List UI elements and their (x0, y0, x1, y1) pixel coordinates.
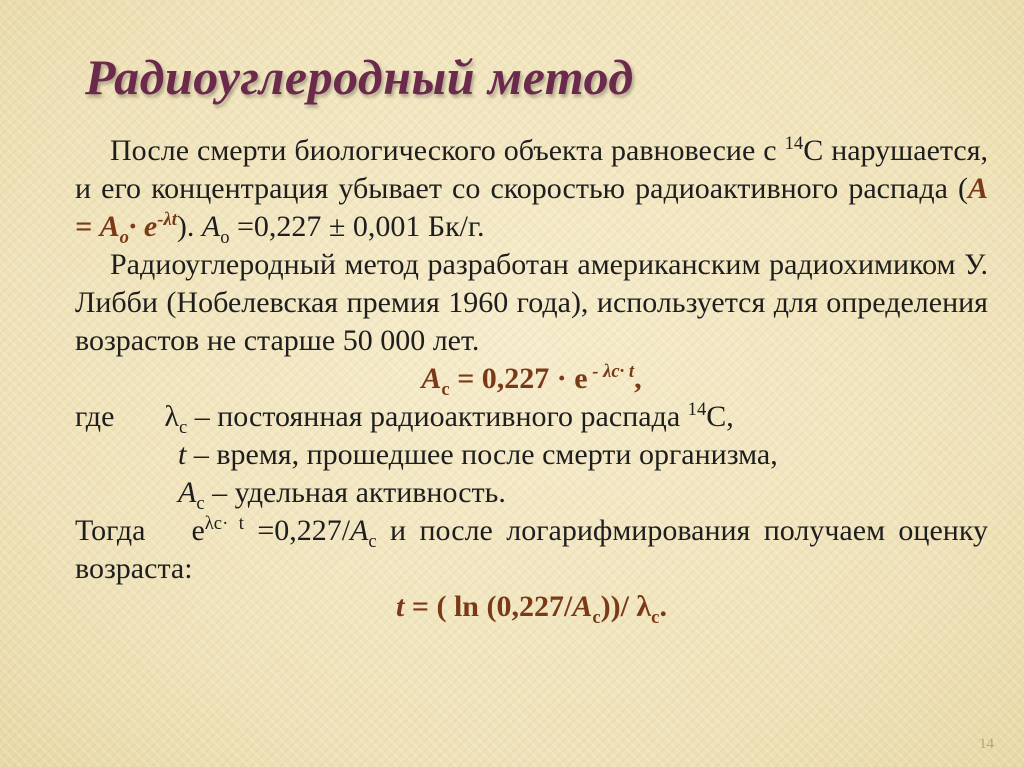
definition-activity: $А_с$ – удельная активность. (178, 476, 506, 514)
formula-age: t = ( $\ln (0,227/А_с))/$ $\lambda_с$. (396, 590, 667, 628)
definition-time: t – время, прошедшее после смерти организма, (178, 438, 778, 471)
paragraph-then: Тогда $е^{\lambda с\cdot t} =0,227/А_с$ и после логарифмирования получаем оценку возраста: (75, 513, 988, 585)
slide-title: Радиоуглеродный метод (85, 49, 634, 105)
paragraph-libby: Радиоуглеродный метод разработан американским радиохимиком У. Либби (Нобелевская премия 1960 года), используется для определения возрастов не старше 50 000 лет. (75, 248, 988, 357)
slide-content (75, 132, 988, 626)
page-number: 14 (979, 736, 994, 752)
paragraph-decay: После смерти биологического объекта равновесие с $^{14}$С нарушается, и его концентрация убывает со скоростью радиоактивного распада $(А = А_о\cdot е^{-\lambda t})$. $А_о =0,227 \pm 0,001$ Бк/г. (75, 133, 988, 248)
definition-lambda: где $\lambda_с$ – постоянная радиоактивного распада $^{14}$С, (75, 399, 734, 438)
decay-formula: $А = А_о\cdot е^{-\lambda t}$ (75, 172, 988, 248)
formula-activity: $А_с = 0,227 \cdot е$ $^{- \lambda с\cdot t}$, (421, 361, 642, 400)
